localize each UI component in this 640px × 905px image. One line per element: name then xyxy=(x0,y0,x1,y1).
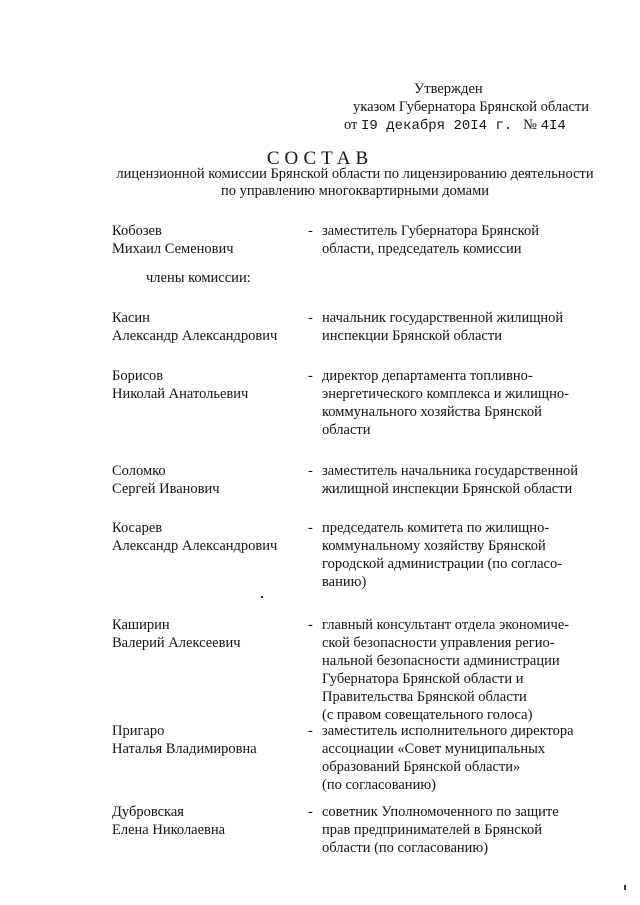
position-line: коммунального хозяйства Брянской xyxy=(322,404,542,420)
position-line: энергетического комплекса и жилищно- xyxy=(322,386,569,402)
subtitle-line-2: по управлению многоквартирными домами xyxy=(220,183,490,199)
member-position xyxy=(322,367,592,439)
position-line: заместитель Губернатора Брянской xyxy=(322,223,539,239)
approval-title: Утвержден xyxy=(414,81,483,97)
member-name xyxy=(112,309,302,345)
approval-decree: указом Губернатора Брянской области xyxy=(353,99,590,115)
position-line: председатель комитета по жилищно- xyxy=(322,520,550,536)
position-line: городской администрации (по согласо- xyxy=(322,556,563,572)
document-subtitle xyxy=(60,166,640,200)
member-dash: - xyxy=(308,368,313,384)
member-dash: - xyxy=(308,723,313,739)
member-surname: Соломко xyxy=(112,463,166,479)
member-name xyxy=(112,367,302,403)
member-given-names: Михаил Семенович xyxy=(112,241,234,257)
member-dash: - xyxy=(308,223,313,239)
member-dash: - xyxy=(308,463,313,479)
member-surname: Каширин xyxy=(112,617,170,633)
position-line: коммунальному хозяйству Брянской xyxy=(322,538,546,554)
approval-date-line xyxy=(344,116,604,135)
member-position xyxy=(322,616,592,724)
member-dash: - xyxy=(308,310,313,326)
position-line: ванию) xyxy=(322,574,367,590)
subtitle-line-1: лицензионной комиссии Брянской области по лицензированию деятельности xyxy=(116,166,594,182)
position-line: инспекции Брянской области xyxy=(322,328,502,344)
member-given-names: Николай Анатольевич xyxy=(112,386,249,402)
position-line: нальной безопасности администрации xyxy=(322,653,560,669)
member-name xyxy=(112,462,302,498)
member-given-names: Елена Николаевна xyxy=(112,822,226,838)
position-line: заместитель начальника государственной xyxy=(322,463,578,479)
date-stamp: I9 декабря 20I4 г. xyxy=(361,118,513,134)
member-surname: Касин xyxy=(112,310,150,326)
position-line: советник Уполномоченного по защите xyxy=(322,804,559,820)
member-name xyxy=(112,803,302,839)
member-given-names: Наталья Владимировна xyxy=(112,741,257,757)
member-dash: - xyxy=(308,520,313,536)
member-position xyxy=(322,309,592,345)
date-prefix: от xyxy=(344,117,358,133)
member-surname: Дубровская xyxy=(112,804,184,820)
member-given-names: Сергей Иванович xyxy=(112,481,220,497)
member-position xyxy=(322,803,592,857)
member-name xyxy=(112,222,302,258)
position-line: ской безопасности управления регио- xyxy=(322,635,555,651)
approval-block xyxy=(344,80,604,135)
position-line: жилищной инспекции Брянской области xyxy=(322,481,573,497)
position-line: прав предпринимателей в Брянской xyxy=(322,822,543,838)
position-line: главный консультант отдела экономиче- xyxy=(322,617,570,633)
member-given-names: Валерий Алексеевич xyxy=(112,635,241,651)
member-position xyxy=(322,722,592,794)
member-name xyxy=(112,616,302,652)
position-line: образований Брянской области» xyxy=(322,759,521,775)
member-surname: Борисов xyxy=(112,368,164,384)
member-dash: - xyxy=(308,617,313,633)
member-position xyxy=(322,222,592,258)
position-line: (с правом совещательного голоса) xyxy=(322,707,533,723)
scan-speck xyxy=(624,885,626,890)
position-line: Правительства Брянской области xyxy=(322,689,527,705)
members-label: члены комиссии: xyxy=(146,270,251,286)
position-line: (по согласованию) xyxy=(322,777,436,793)
position-line: заместитель исполнительного директора xyxy=(322,723,574,739)
document-title: СОСТАВ xyxy=(266,148,374,169)
member-name xyxy=(112,519,302,555)
member-given-names: Александр Александрович xyxy=(112,328,278,344)
number-prefix: № xyxy=(523,117,537,133)
position-line: Губернатора Брянской области и xyxy=(322,671,524,687)
position-line: области (по согласованию) xyxy=(322,840,489,856)
position-line: ассоциации «Совет муниципальных xyxy=(322,741,546,757)
position-line: области, председатель комиссии xyxy=(322,241,522,257)
member-position xyxy=(322,519,592,591)
member-dash: - xyxy=(308,804,313,820)
member-given-names: Александр Александрович xyxy=(112,538,278,554)
position-line: начальник государственной жилищной xyxy=(322,310,564,326)
position-line: директор департамента топливно- xyxy=(322,368,533,384)
decree-number: 4I4 xyxy=(540,118,566,134)
member-name xyxy=(112,722,302,758)
member-surname: Кобозев xyxy=(112,223,162,239)
member-surname: Косарев xyxy=(112,520,163,536)
scan-speck xyxy=(261,596,263,598)
position-line: области xyxy=(322,422,371,438)
member-surname: Пригаро xyxy=(112,723,165,739)
member-position xyxy=(322,462,592,498)
